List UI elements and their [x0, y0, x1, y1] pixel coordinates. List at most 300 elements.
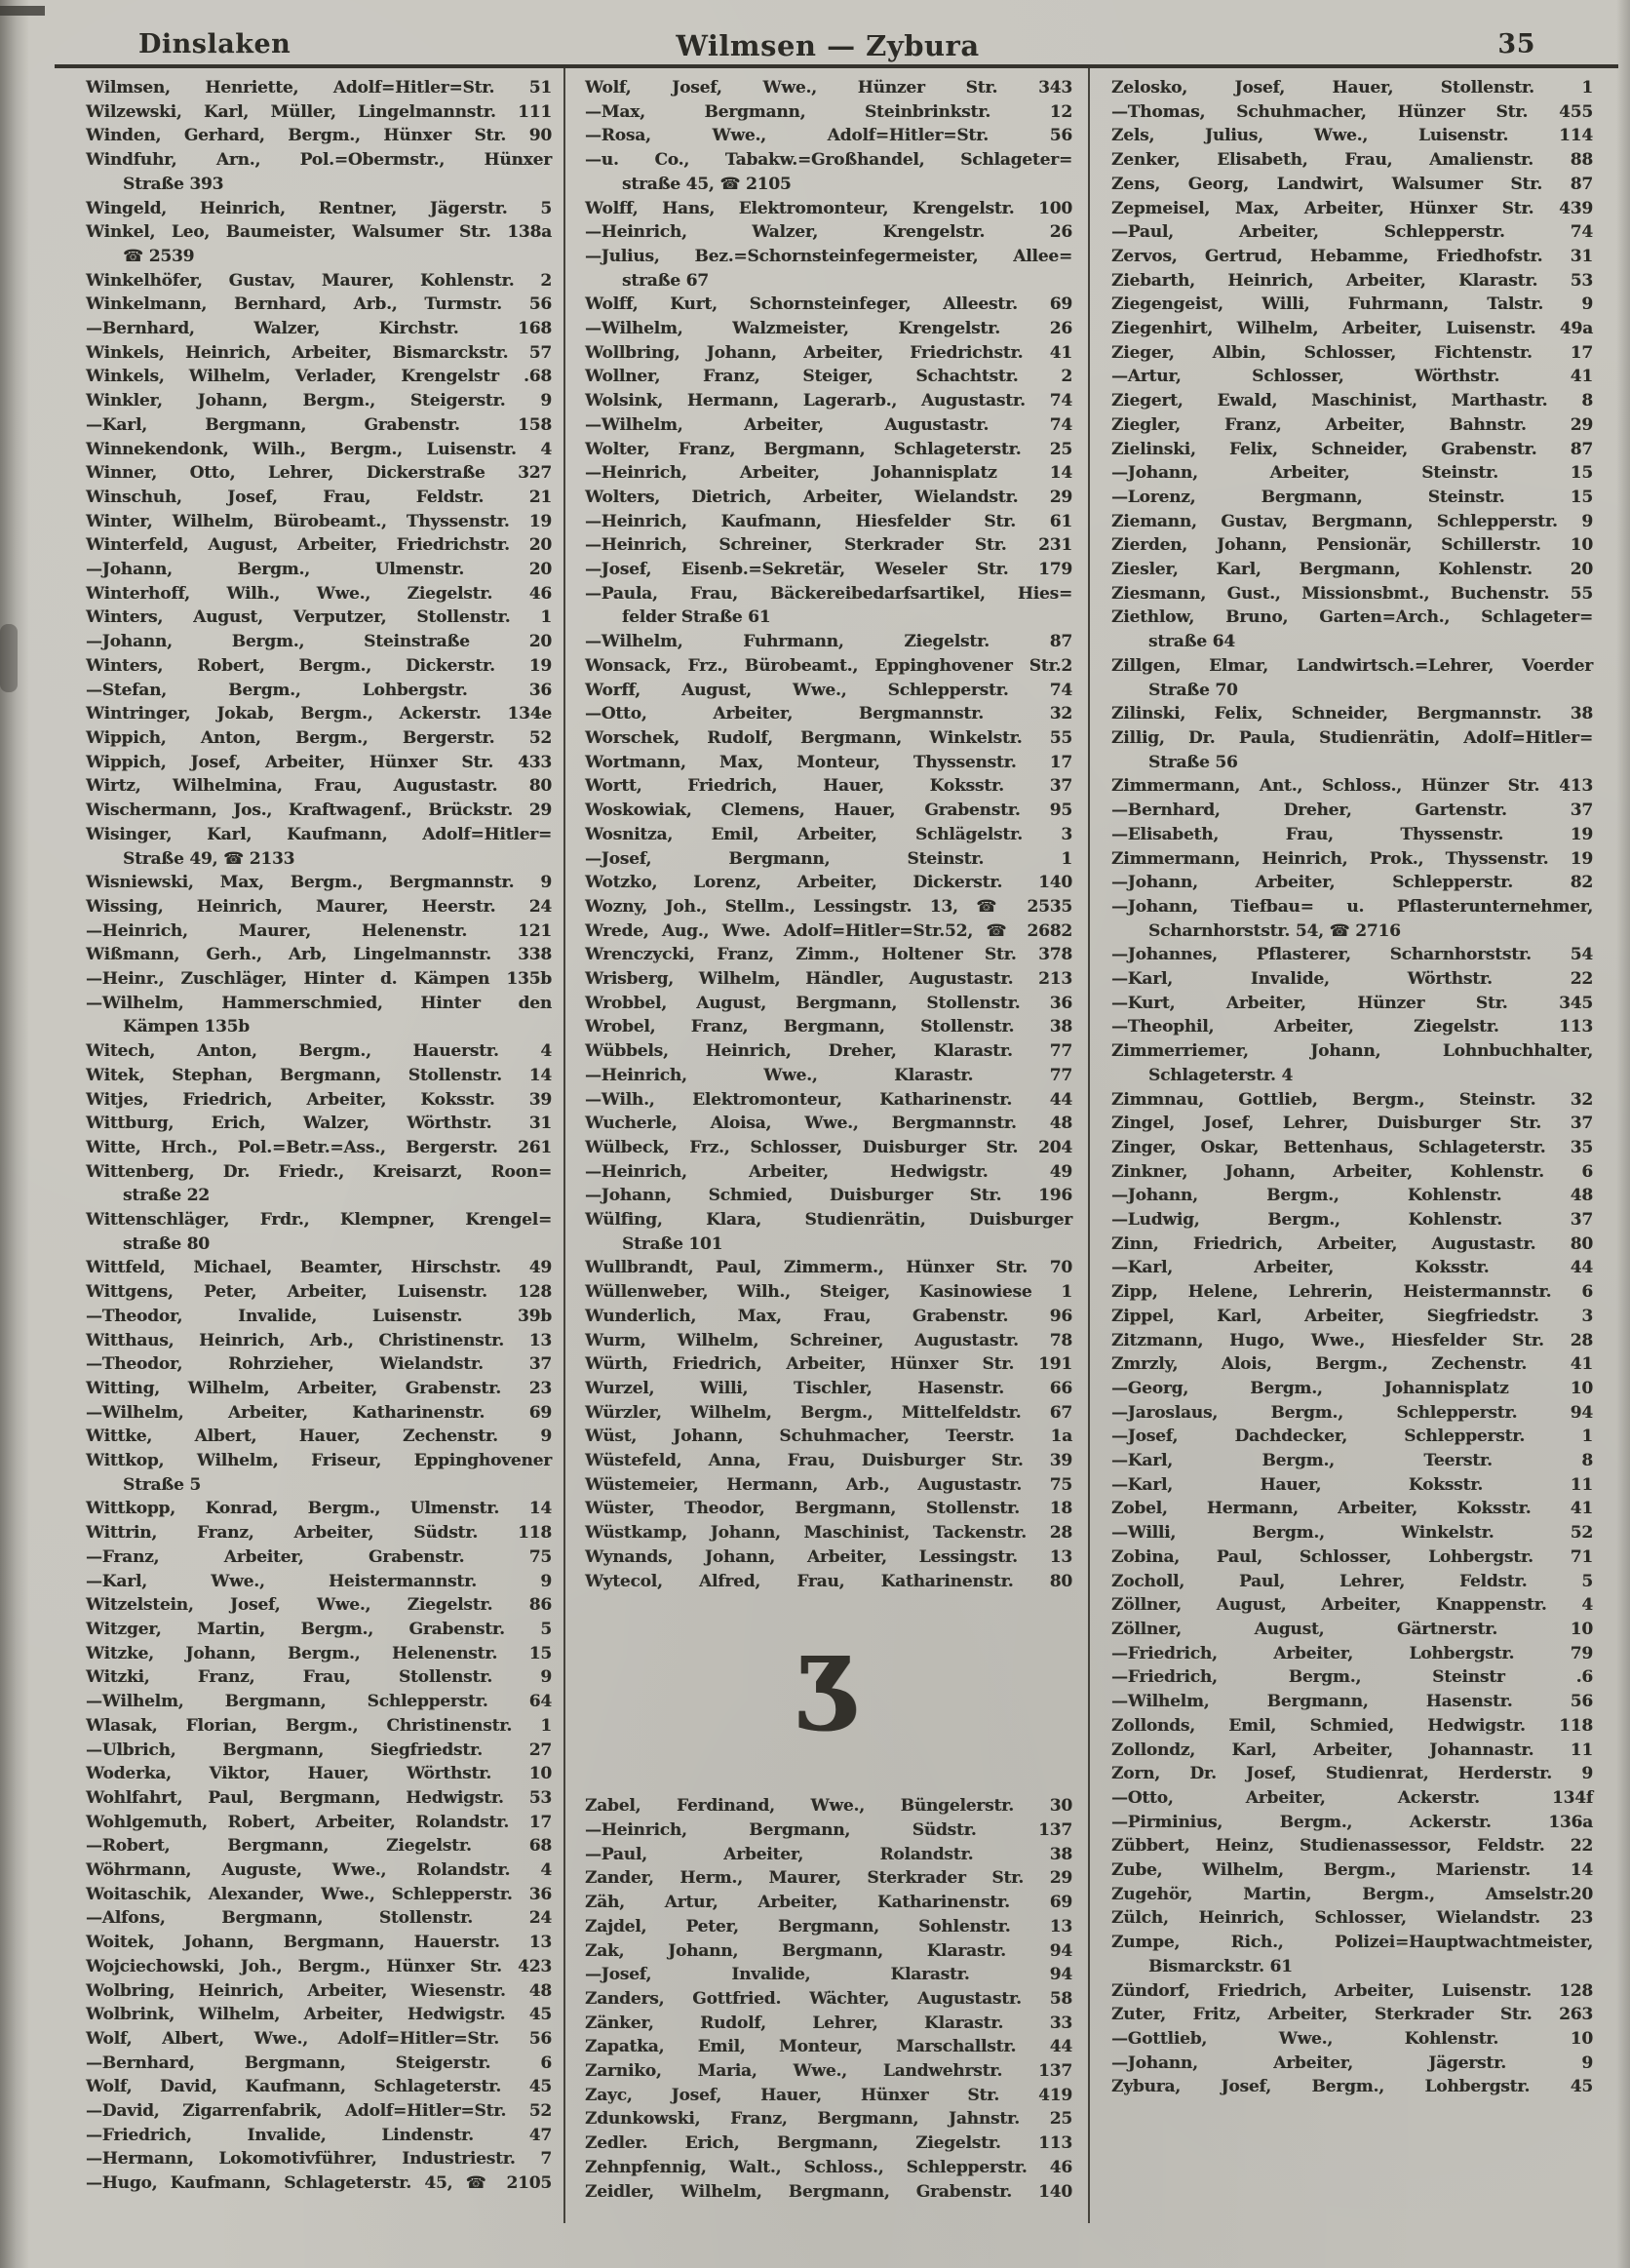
- entry-line: Wischermann, Jos., Kraftwagenf., Brückstr. 29: [86, 801, 552, 821]
- directory-entry: [585, 1280, 1072, 1305]
- entry-line: Zübbert, Heinz, Studienassessor, Feldstr. 22: [1111, 1836, 1593, 1857]
- entry-line: Wolbrink, Wilhelm, Arbeiter, Hedwigstr. 45: [86, 2005, 552, 2025]
- scan-corner-mark: [0, 6, 45, 16]
- entry-line: Zollondz, Karl, Arbeiter, Johannastr. 11: [1111, 1740, 1593, 1760]
- entry-line: Wisinger, Karl, Kaufmann, Adolf=Hitler=: [86, 824, 552, 844]
- entry-line: Witek, Stephan, Bergmann, Stollenstr. 14: [86, 1065, 552, 1085]
- directory-entry: [1111, 1762, 1593, 1786]
- directory-entry: [585, 1497, 1072, 1521]
- directory-entry: [1111, 124, 1593, 148]
- directory-entry: [585, 1891, 1072, 1915]
- directory-entry: [1111, 148, 1593, 173]
- directory-entry: [585, 630, 1072, 654]
- directory-entry: [585, 461, 1072, 486]
- entry-line: Zervos, Gertrud, Hebamme, Friedhofstr. 31: [1111, 246, 1593, 266]
- entry-line: Wübbels, Heinrich, Dreher, Klarastr. 77: [585, 1041, 1072, 1062]
- entry-line: —u. Co., Tabakw.=Großhandel, Schlageter=: [585, 150, 1072, 171]
- entry-line: —Friedrich, Invalide, Lindenstr. 47: [86, 2125, 552, 2145]
- directory-entry: [585, 1545, 1072, 1570]
- entry-line: Worff, August, Wwe., Schlepperstr. 74: [585, 680, 1072, 700]
- entry-line: Wöhrmann, Auguste, Wwe., Rolandstr. 4: [86, 1860, 552, 1881]
- directory-entry: [86, 1160, 552, 1208]
- directory-entry: [585, 558, 1072, 582]
- directory-entry: [86, 1762, 552, 1786]
- entry-line: —Bernhard, Walzer, Kirchstr. 168: [86, 319, 552, 339]
- entry-line: Zöllner, August, Arbeiter, Knappenstr. 4: [1111, 1595, 1593, 1616]
- directory-entry: [585, 2156, 1072, 2180]
- directory-entry: [86, 1642, 552, 1666]
- directory-entry: [1111, 1256, 1593, 1280]
- entry-line: Windfuhr, Arn., Pol.=Obermstr., Hünxer: [86, 150, 552, 171]
- directory-entry: [1111, 1618, 1593, 1642]
- directory-entry: [86, 1449, 552, 1497]
- entry-line: Winkels, Heinrich, Arbeiter, Bismarckstr. 57: [86, 342, 552, 363]
- entry-line: Würth, Friedrich, Arbeiter, Hünxer Str. 191: [585, 1354, 1072, 1375]
- entry-line: Ziemann, Gustav, Bergmann, Schlepperstr. 9: [1111, 511, 1593, 531]
- entry-line: Wittke, Albert, Hauer, Zechenstr. 9: [86, 1427, 552, 1447]
- entry-line: Ziesmann, Gust., Missionsbmt., Buchenstr. 55: [1111, 583, 1593, 604]
- directory-entry: [86, 2171, 552, 2196]
- entry-line: Wittrin, Franz, Arbeiter, Südstr. 118: [86, 1523, 552, 1544]
- directory-entry: [1111, 1039, 1593, 1087]
- directory-entry: [1111, 1883, 1593, 1907]
- entry-line: Wolf, David, Kaufmann, Schlageterstr. 45: [86, 2077, 552, 2097]
- directory-entry: [86, 148, 552, 196]
- directory-entry: [585, 2012, 1072, 2036]
- directory-entry: [1111, 1739, 1593, 1763]
- entry-line: Winters, August, Verputzer, Stollenstr. 1: [86, 607, 552, 628]
- directory-entry: [86, 895, 552, 919]
- directory-entry: [86, 871, 552, 895]
- section-heading-z: Ʒ: [795, 1633, 863, 1754]
- entry-line: Zeidler, Wilhelm, Bergmann, Grabenstr. 140: [585, 2181, 1072, 2202]
- entry-line: —Bernhard, Bergmann, Steigerstr. 6: [86, 2053, 552, 2073]
- directory-entry: [86, 510, 552, 534]
- directory-entry: [86, 1690, 552, 1714]
- entry-line: Zobina, Paul, Schlosser, Lohbergstr. 71: [1111, 1546, 1593, 1567]
- entry-line: Wucherle, Aloisa, Wwe., Bergmannstr. 48: [585, 1114, 1072, 1134]
- entry-line: Ziegert, Ewald, Maschinist, Marthastr. 8: [1111, 391, 1593, 411]
- entry-continuation-line: Straße 393: [123, 174, 224, 194]
- entry-line: Wittfeld, Michael, Beamter, Hirschstr. 49: [86, 1258, 552, 1278]
- directory-entry: [585, 1039, 1072, 1064]
- entry-line: —Otto, Arbeiter, Bergmannstr. 32: [585, 704, 1072, 724]
- directory-entry: [86, 1401, 552, 1426]
- directory-entry: [1111, 1136, 1593, 1160]
- directory-entry: [86, 124, 552, 148]
- entry-line: Winner, Otto, Lehrer, Dickerstraße 327: [86, 463, 552, 484]
- entry-line: Zipp, Helene, Lehrerin, Heistermannstr. 6: [1111, 1282, 1593, 1303]
- entry-line: Witzki, Franz, Frau, Stollenstr. 9: [86, 1667, 552, 1688]
- directory-entry: [585, 76, 1072, 100]
- header-rule: [55, 64, 1618, 68]
- directory-entry: [585, 1987, 1072, 2012]
- directory-entry: [86, 1665, 552, 1690]
- entry-line: Zimmermann, Ant., Schloss., Hünzer Str. 413: [1111, 776, 1593, 797]
- directory-entry: [86, 1280, 552, 1305]
- directory-entry: [1111, 1906, 1593, 1931]
- directory-entry: [86, 1039, 552, 1064]
- entry-line: Wytecol, Alfred, Frau, Katharinenstr. 80: [585, 1571, 1072, 1591]
- entry-line: Wolf, Albert, Wwe., Adolf=Hitler=Str. 56: [86, 2028, 552, 2049]
- entry-line: Wrisberg, Wilhelm, Händler, Augustastr. 213: [585, 969, 1072, 990]
- directory-entry: [1111, 2027, 1593, 2052]
- directory-entry: [585, 967, 1072, 992]
- directory-entry: [86, 1521, 552, 1545]
- directory-entry: [585, 1015, 1072, 1039]
- entry-line: Wolff, Kurt, Schornsteinfeger, Alleestr. 69: [585, 294, 1072, 315]
- entry-line: Ziegengeist, Willi, Fuhrmann, Talstr. 9: [1111, 294, 1593, 315]
- entry-line: Zepmeisel, Max, Arbeiter, Hünxer Str. 439: [1111, 198, 1593, 218]
- directory-entry: [1111, 1979, 1593, 2004]
- directory-entry: [585, 1939, 1072, 1964]
- directory-entry: [1111, 1449, 1593, 1473]
- directory-entry: [1111, 510, 1593, 534]
- directory-entry: [1111, 2003, 1593, 2027]
- entry-line: Zybura, Josef, Bergm., Lohbergstr. 45: [1111, 2077, 1593, 2097]
- entry-line: Wrobbel, August, Bergmann, Stollenstr. 36: [585, 993, 1072, 1013]
- directory-entry: [1111, 1786, 1593, 1811]
- directory-entry: [86, 1714, 552, 1739]
- directory-entry: [585, 220, 1072, 245]
- entry-line: Wolters, Dietrich, Arbeiter, Wielandstr. 29: [585, 487, 1072, 507]
- entry-line: Woitek, Johann, Bergmann, Hauerstr. 13: [86, 1933, 552, 1953]
- directory-entry: [585, 895, 1072, 919]
- entry-continuation-line: straße 67: [622, 270, 709, 291]
- entry-line: Wollner, Franz, Steiger, Schachtstr. 2: [585, 367, 1072, 387]
- entry-line: —Alfons, Bergmann, Stollenstr. 24: [86, 1908, 552, 1929]
- entry-line: Wingeld, Heinrich, Rentner, Jägerstr. 5: [86, 198, 552, 218]
- entry-line: —Hermann, Lokomotivführer, Industriestr. 7: [86, 2149, 552, 2170]
- entry-continuation-line: Kämpen 135b: [123, 1017, 250, 1037]
- directory-entry: [1111, 1015, 1593, 1039]
- entry-line: —Kurt, Arbeiter, Hünzer Str. 345: [1111, 993, 1593, 1013]
- entry-line: —Johann, Arbeiter, Schlepperstr. 82: [1111, 873, 1593, 893]
- directory-entry: [585, 2035, 1072, 2059]
- directory-entry: [1111, 823, 1593, 847]
- directory-entry: [585, 1401, 1072, 1426]
- entry-line: Wüstkamp, Johann, Maschinist, Tackenstr. 28: [585, 1523, 1072, 1544]
- directory-entry: [86, 1136, 552, 1160]
- entry-line: Wohlfahrt, Paul, Bergmann, Hedwigstr. 53: [86, 1787, 552, 1808]
- directory-entry: [585, 245, 1072, 293]
- directory-entry: [86, 1425, 552, 1449]
- directory-entry: [585, 992, 1072, 1016]
- entry-line: —Wilhelm, Bergmann, Schlepperstr. 64: [86, 1692, 552, 1712]
- directory-entry: [585, 1449, 1072, 1473]
- entry-line: Wittkopp, Konrad, Bergm., Ulmenstr. 14: [86, 1499, 552, 1519]
- directory-entry: [1111, 1425, 1593, 1449]
- directory-entry: [1111, 1714, 1593, 1739]
- directory-entry: [86, 533, 552, 558]
- entry-line: Wippich, Josef, Arbeiter, Hünxer Str. 433: [86, 752, 552, 772]
- directory-entry: [86, 1618, 552, 1642]
- entry-line: —Johann, Schmied, Duisburger Str. 196: [585, 1186, 1072, 1206]
- entry-line: Zinn, Friedrich, Arbeiter, Augustastr. 80: [1111, 1233, 1593, 1254]
- directory-entry: [1111, 1473, 1593, 1498]
- directory-entry: [1111, 197, 1593, 221]
- entry-line: —Theodor, Invalide, Luisenstr. 39b: [86, 1306, 552, 1326]
- entry-line: Zugehör, Martin, Bergm., Amselstr.20: [1111, 1884, 1593, 1904]
- entry-line: Zobel, Hermann, Arbeiter, Koksstr. 41: [1111, 1499, 1593, 1519]
- directory-entry: [86, 1112, 552, 1136]
- directory-entry: [585, 751, 1072, 775]
- entry-line: —Karl, Bergmann, Grabenstr. 158: [86, 414, 552, 435]
- entry-line: Wullbrandt, Paul, Zimmerm., Hünxer Str. 70: [585, 1258, 1072, 1278]
- directory-entry: [86, 823, 552, 871]
- directory-entry: [585, 654, 1072, 679]
- entry-line: Winterfeld, August, Arbeiter, Friedrichstr. 20: [86, 535, 552, 556]
- directory-entry: [1111, 1931, 1593, 1978]
- entry-line: Zayc, Josef, Hauer, Hünxer Str. 419: [585, 2085, 1072, 2105]
- directory-entry: [86, 1256, 552, 1280]
- directory-entry: [585, 148, 1072, 196]
- directory-entry: [585, 438, 1072, 462]
- entry-continuation-line: straße 45, ☎ 2105: [622, 174, 792, 194]
- directory-entry: [1111, 1377, 1593, 1401]
- entry-line: Winschuh, Josef, Frau, Feldstr. 21: [86, 487, 552, 507]
- entry-line: Zelosko, Josef, Hauer, Stollenstr. 1: [1111, 78, 1593, 98]
- directory-entry: [1111, 558, 1593, 582]
- entry-line: Wirtz, Wilhelmina, Frau, Augustastr. 80: [86, 776, 552, 797]
- directory-entry: [1111, 774, 1593, 799]
- directory-entry: [585, 1963, 1072, 1987]
- directory-entry: [86, 654, 552, 679]
- directory-entry: [585, 823, 1072, 847]
- entry-line: Winnekendonk, Wilh., Bergm., Luisenstr. 4: [86, 439, 552, 459]
- directory-entry: [86, 679, 552, 703]
- entry-line: Wüllenweber, Wilh., Steiger, Kasinowiese 1: [585, 1282, 1072, 1303]
- entry-line: Zündorf, Friedrich, Arbeiter, Luisenstr. 128: [1111, 1980, 1593, 2001]
- directory-entry: [86, 2027, 552, 2052]
- directory-entry: [585, 1112, 1072, 1136]
- entry-line: Worschek, Rudolf, Bergmann, Winkelstr. 55: [585, 727, 1072, 748]
- directory-entry: [1111, 654, 1593, 702]
- entry-line: Zabel, Ferdinand, Wwe., Büngelerstr. 30: [585, 1796, 1072, 1817]
- entry-line: —Wilhelm, Walzmeister, Krengelstr. 26: [585, 319, 1072, 339]
- entry-line: —Karl, Wwe., Heistermannstr. 9: [86, 1571, 552, 1591]
- entry-line: —Max, Bergmann, Steinbrinkstr. 12: [585, 101, 1072, 122]
- directory-entry: [86, 1811, 552, 1835]
- directory-entry: [585, 486, 1072, 510]
- directory-entry: [1111, 269, 1593, 293]
- entry-line: Zumpe, Rich., Polizei=Hauptwachtmeister,: [1111, 1933, 1593, 1953]
- entry-line: —Johann, Bergm., Ulmenstr. 20: [86, 560, 552, 580]
- entry-line: —Heinrich, Bergmann, Südstr. 137: [585, 1820, 1072, 1840]
- entry-line: —Heinrich, Maurer, Helenenstr. 121: [86, 920, 552, 941]
- directory-entry: [86, 1786, 552, 1811]
- directory-entry: [585, 1208, 1072, 1256]
- entry-line: Witting, Wilhelm, Arbeiter, Grabenstr. 23: [86, 1378, 552, 1398]
- directory-entry: [86, 438, 552, 462]
- entry-continuation-line: Bismarckstr. 61: [1148, 1956, 1293, 1976]
- directory-entry: [1111, 100, 1593, 125]
- entry-line: Wunderlich, Max, Frau, Grabenstr. 96: [585, 1306, 1072, 1326]
- directory-entry: [86, 1088, 552, 1113]
- entry-continuation-line: Straße 49, ☎ 2133: [123, 848, 295, 869]
- directory-entry: [86, 76, 552, 100]
- entry-line: Winden, Gerhard, Bergm., Hünxer Str. 90: [86, 126, 552, 146]
- entry-line: Wosnitza, Emil, Arbeiter, Schlägelstr. 3: [585, 824, 1072, 844]
- entry-line: —Johann, Bergm., Kohlenstr. 48: [1111, 1186, 1593, 1206]
- directory-entry: [585, 1425, 1072, 1449]
- entry-line: Zehnpfennig, Walt., Schloss., Schlepperstr. 46: [585, 2157, 1072, 2177]
- entry-line: Wolter, Franz, Bergmann, Schlageterstr. 25: [585, 439, 1072, 459]
- entry-line: —Jaroslaus, Bergm., Schlepperstr. 94: [1111, 1402, 1593, 1423]
- directory-entry: [1111, 1497, 1593, 1521]
- entry-line: Wüster, Theodor, Bergmann, Stollenstr. 18: [585, 1499, 1072, 1519]
- directory-entry: [86, 1883, 552, 1907]
- entry-line: Witte, Hrch., Pol.=Betr.=Ass., Bergerstr. 261: [86, 1137, 552, 1157]
- entry-line: Wissing, Heinrich, Maurer, Heerstr. 24: [86, 896, 552, 917]
- directory-entry: [86, 269, 552, 293]
- directory-entry: [86, 943, 552, 967]
- directory-entry: [1111, 1184, 1593, 1208]
- directory-entry: [1111, 1642, 1593, 1666]
- entry-line: Winter, Wilhelm, Bürobeamt., Thyssenstr. 19: [86, 511, 552, 531]
- directory-entry: [1111, 461, 1593, 486]
- entry-line: —Friedrich, Bergm., Steinstr .6: [1111, 1667, 1593, 1688]
- directory-entry: [86, 365, 552, 389]
- entry-line: —Josef, Eisenb.=Sekretär, Weseler Str. 179: [585, 560, 1072, 580]
- directory-entry: [1111, 317, 1593, 341]
- entry-line: Winters, Robert, Bergm., Dickerstr. 19: [86, 655, 552, 676]
- directory-entry: [1111, 1834, 1593, 1858]
- entry-line: —Julius, Bez.=Schornsteinfegermeister, Allee=: [585, 246, 1072, 266]
- directory-entry: [86, 317, 552, 341]
- entry-line: Zülch, Heinrich, Schlosser, Wielandstr. 23: [1111, 1908, 1593, 1929]
- entry-line: —Wilhelm, Arbeiter, Katharinenstr. 69: [86, 1402, 552, 1423]
- entry-line: —Paula, Frau, Bäckereibedarfsartikel, Hies=: [585, 583, 1072, 604]
- entry-line: —Artur, Schlosser, Wörthstr. 41: [1111, 367, 1593, 387]
- directory-entry: [1111, 220, 1593, 245]
- directory-entry: [585, 799, 1072, 823]
- entry-line: Wittburg, Erich, Walzer, Wörthstr. 31: [86, 1114, 552, 1134]
- directory-entry: [585, 943, 1072, 967]
- entry-line: Wurzel, Willi, Tischler, Hasenstr. 66: [585, 1378, 1072, 1398]
- entry-line: Zitzmann, Hugo, Wwe., Hiesfelder Str. 28: [1111, 1330, 1593, 1350]
- directory-entry: [86, 1377, 552, 1401]
- directory-entry: [86, 1739, 552, 1763]
- entry-line: Wittenschläger, Frdr., Klempner, Krengel=: [86, 1210, 552, 1231]
- entry-line: —Theophil, Arbeiter, Ziegelstr. 113: [1111, 1017, 1593, 1037]
- directory-entry: [86, 919, 552, 944]
- entry-continuation-line: Straße 56: [1148, 752, 1238, 772]
- directory-entry: [585, 1915, 1072, 1939]
- directory-entry: [86, 726, 552, 751]
- entry-line: Zajdel, Peter, Bergmann, Sohlenstr. 13: [585, 1916, 1072, 1936]
- entry-line: —Heinrich, Schreiner, Sterkrader Str. 231: [585, 535, 1072, 556]
- directory-entry: [585, 847, 1072, 872]
- directory-entry: [1111, 606, 1593, 653]
- entry-line: —Heinrich, Kaufmann, Hiesfelder Str. 61: [585, 511, 1072, 531]
- directory-entry: [1111, 533, 1593, 558]
- entry-line: —Robert, Bergmann, Ziegelstr. 68: [86, 1836, 552, 1857]
- entry-line: Wrede, Aug., Wwe. Adolf=Hitler=Str.52, ☎ 2682: [585, 920, 1072, 941]
- entry-continuation-line: straße 80: [123, 1233, 210, 1254]
- entry-line: Zinger, Oskar, Bettenhaus, Schlageterstr. 35: [1111, 1137, 1593, 1157]
- entry-line: Zimmerriemer, Johann, Lohnbuchhalter,: [1111, 1041, 1593, 1062]
- entry-line: —Rosa, Wwe., Adolf=Hitler=Str. 56: [585, 126, 1072, 146]
- directory-entry: [86, 197, 552, 221]
- directory-entry: [86, 389, 552, 413]
- entry-continuation-line: Straße 5: [123, 1474, 201, 1495]
- entry-line: Wippich, Anton, Bergm., Bergerstr. 52: [86, 727, 552, 748]
- entry-line: Zak, Johann, Bergmann, Klarastr. 94: [585, 1940, 1072, 1961]
- page-number: 35: [1497, 29, 1535, 59]
- directory-entry: [585, 2107, 1072, 2131]
- directory-entry: [86, 799, 552, 823]
- entry-line: Wülfing, Klara, Studienrätin, Duisburger: [585, 1210, 1072, 1231]
- directory-entry: [86, 486, 552, 510]
- directory-entry: [86, 1858, 552, 1883]
- entry-line: Zierden, Johann, Pensionär, Schillerstr. 10: [1111, 535, 1593, 556]
- entry-line: Zäh, Artur, Arbeiter, Katharinenstr. 69: [585, 1893, 1072, 1913]
- directory-entry: [1111, 413, 1593, 438]
- entry-line: —Theodor, Rohrzieher, Wielandstr. 37: [86, 1354, 552, 1375]
- entry-line: Wolff, Hans, Elektromonteur, Krengelstr. 100: [585, 198, 1072, 218]
- directory-entry: [1111, 871, 1593, 895]
- entry-line: Wintringer, Jokab, Bergm., Ackerstr. 134e: [86, 704, 552, 724]
- directory-entry: [1111, 1208, 1593, 1232]
- entry-line: —David, Zigarrenfabrik, Adolf=Hitler=Str. 52: [86, 2101, 552, 2122]
- directory-entry: [1111, 1665, 1593, 1690]
- entry-line: Wrobel, Franz, Bergmann, Stollenstr. 38: [585, 1017, 1072, 1037]
- entry-line: —Ludwig, Bergm., Kohlenstr. 37: [1111, 1210, 1593, 1231]
- directory-entry: [86, 1545, 552, 1570]
- directory-entry: [86, 2099, 552, 2124]
- directory-entry: [1111, 1545, 1593, 1570]
- directory-entry: [86, 293, 552, 317]
- entry-continuation-line: felder Straße 61: [622, 607, 771, 628]
- entry-line: Zänker, Rudolf, Lehrer, Klarastr. 33: [585, 2013, 1072, 2033]
- directory-entry: [86, 582, 552, 606]
- entry-line: Zarniko, Maria, Wwe., Landwehrstr. 137: [585, 2061, 1072, 2082]
- entry-line: Ziethlow, Bruno, Garten=Arch., Schlageter=: [1111, 607, 1593, 628]
- entry-line: Wilmsen, Henriette, Adolf=Hitler=Str. 51: [86, 78, 552, 98]
- entry-line: —Heinrich, Arbeiter, Hedwigstr. 49: [585, 1161, 1072, 1182]
- entry-line: Wittgens, Peter, Arbeiter, Luisenstr. 128: [86, 1282, 552, 1303]
- entry-line: —Georg, Bergm., Johannisplatz 10: [1111, 1378, 1593, 1398]
- entry-line: —Stefan, Bergm., Lohbergstr. 36: [86, 680, 552, 700]
- directory-entry: [585, 1184, 1072, 1208]
- directory-entry: [585, 533, 1072, 558]
- entry-line: Wozny, Joh., Stellm., Lessingstr. 13, ☎ 2535: [585, 896, 1072, 917]
- directory-entry: [1111, 895, 1593, 943]
- directory-entry: [86, 100, 552, 125]
- directory-entry: [86, 2052, 552, 2076]
- entry-continuation-line: Straße 101: [622, 1233, 723, 1254]
- directory-entry: [1111, 486, 1593, 510]
- entry-line: —Paul, Arbeiter, Schlepperstr. 74: [1111, 222, 1593, 243]
- entry-line: Wortt, Friedrich, Hauer, Koksstr. 37: [585, 776, 1072, 797]
- entry-line: —Karl, Hauer, Koksstr. 11: [1111, 1474, 1593, 1495]
- directory-entry: [86, 1834, 552, 1858]
- directory-entry: [1111, 582, 1593, 606]
- entry-line: Wollbring, Johann, Arbeiter, Friedrichstr. 41: [585, 342, 1072, 363]
- entry-line: Winkler, Johann, Bergm., Steigerstr. 9: [86, 391, 552, 411]
- entry-continuation-line: Straße 70: [1148, 680, 1238, 700]
- entry-line: Wotzko, Lorenz, Arbeiter, Dickerstr. 140: [585, 873, 1072, 893]
- entry-line: —Gottlieb, Wwe., Kohlenstr. 10: [1111, 2028, 1593, 2049]
- entry-line: Zube, Wilhelm, Bergm., Marienstr. 14: [1111, 1860, 1593, 1881]
- directory-entry: [585, 774, 1072, 799]
- directory-entry: [86, 1979, 552, 2004]
- directory-entry: [86, 1593, 552, 1618]
- entry-line: Ziegenhirt, Wilhelm, Arbeiter, Luisenstr. 49a: [1111, 319, 1593, 339]
- entry-line: Winkel, Leo, Baumeister, Walsumer Str. 138a: [86, 222, 552, 243]
- entry-line: Woskowiak, Clemens, Hauer, Grabenstr. 95: [585, 801, 1072, 821]
